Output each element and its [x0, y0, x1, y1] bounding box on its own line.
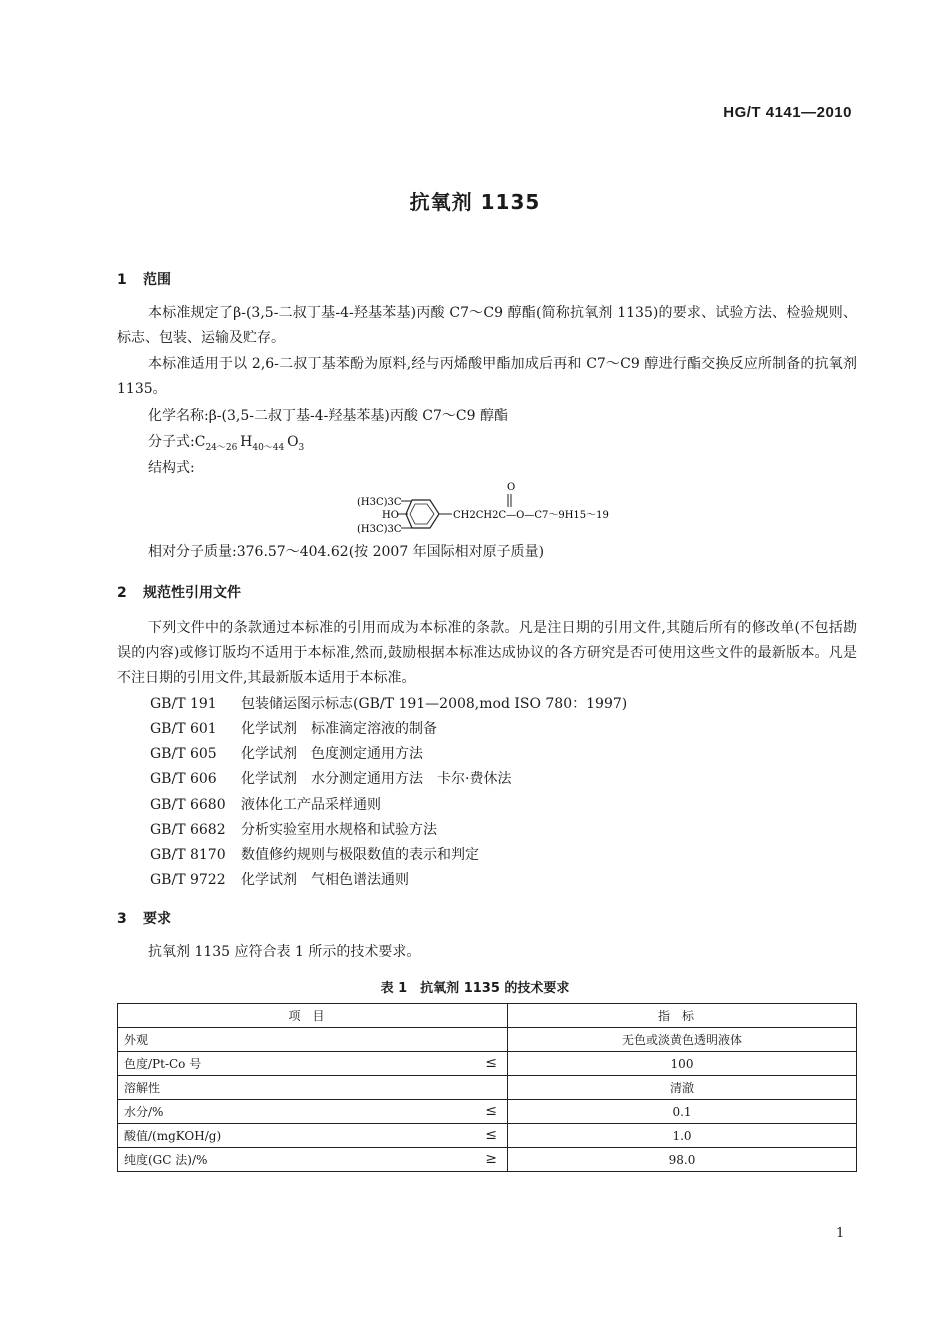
reference-title: 化学试剂 气相色谱法通则	[241, 872, 409, 888]
row-operator: ≤	[485, 1103, 497, 1119]
reference-title: 分析实验室用水规格和试验方法	[241, 822, 437, 838]
table-row	[118, 1100, 857, 1124]
structural-formula	[340, 479, 660, 545]
formula-h-sub: 40～44	[252, 442, 285, 453]
table-row	[118, 1148, 857, 1172]
table-caption: 表 1 抗氧剂 1135 的技术要求	[380, 981, 570, 996]
section-number: 2	[117, 585, 127, 601]
table-row	[118, 1124, 857, 1148]
requirements-table	[117, 1003, 857, 1172]
section-title: 范围	[143, 272, 171, 288]
document-title: 抗氧剂 1135	[409, 190, 541, 214]
row-item-cell	[118, 1028, 508, 1052]
section-title: 规范性引用文件	[143, 585, 241, 601]
struct-chain: CH2CH2C—O—C7～9H15～19	[453, 510, 609, 521]
references-intro: 下列文件中的条款通过本标准的引用而成为本标准的条款。凡是注日期的引用文件,其随后所有的修改单(不包括勘误的内容)或修订版均不适用于本标准,然而,鼓励根据本标准达成协议的各方研究是否可使用这些文件的最新版本。凡是不注日期的引用文件,其最新版本适用于本标准。	[117, 620, 857, 686]
section-title: 要求	[143, 911, 171, 927]
row-value: 100	[508, 1052, 857, 1076]
reference-item	[150, 693, 627, 713]
reference-title: 液体化工产品采样通则	[241, 797, 381, 813]
row-value: 98.0	[508, 1148, 857, 1172]
section-3-heading	[117, 908, 171, 928]
row-operator: ≥	[485, 1151, 497, 1167]
row-item: 溶解性	[124, 1081, 161, 1095]
molecular-mass: 相对分子质量:376.57～404.62(按 2007 年国际相对原子质量)	[148, 544, 545, 560]
reference-item	[150, 844, 479, 864]
struct-top-group: (H3C)3C	[357, 497, 402, 508]
header-item: 项目	[118, 1004, 508, 1028]
page-number: 1	[836, 1226, 845, 1241]
chemical-name: 化学名称:β-(3,5-二叔丁基-4-羟基苯基)丙酸 C7～C9 醇酯	[148, 408, 508, 424]
row-item-cell	[118, 1100, 508, 1124]
reference-title: 化学试剂 色度测定通用方法	[241, 746, 423, 762]
section-1-heading	[117, 269, 171, 289]
scope-paragraph-2: 本标准适用于以 2,6-二叔丁基苯酚为原料,经与丙烯酸甲酯加成后再和 C7～C9 醇进行酯交换反应所制备的抗氧剂 1135。	[117, 356, 857, 397]
molecular-formula	[148, 432, 304, 458]
section-number: 1	[117, 272, 127, 288]
reference-title: 化学试剂 标准滴定溶液的制备	[241, 721, 437, 737]
reference-item	[150, 794, 381, 814]
row-item: 水分/%	[124, 1105, 164, 1119]
requirements-paragraph: 抗氧剂 1135 应符合表 1 所示的技术要求。	[148, 944, 421, 960]
reference-code: GB/T 9722	[150, 872, 226, 888]
reference-item	[150, 718, 437, 738]
formula-c: C	[194, 434, 206, 450]
row-item-cell	[118, 1124, 508, 1148]
reference-code: GB/T 191	[150, 696, 217, 712]
section-number: 3	[117, 911, 127, 927]
reference-code: GB/T 606	[150, 771, 217, 787]
row-value: 无色或淡黄色透明液体	[508, 1028, 857, 1052]
reference-item	[150, 819, 437, 839]
reference-code: GB/T 605	[150, 746, 217, 762]
reference-title: 数值修约规则与极限数值的表示和判定	[241, 847, 479, 863]
row-value: 0.1	[508, 1100, 857, 1124]
benzene-ring-inner	[410, 504, 434, 524]
formula-h: H	[240, 434, 253, 450]
row-item-cell	[118, 1148, 508, 1172]
row-value: 1.0	[508, 1124, 857, 1148]
row-value: 清澈	[508, 1076, 857, 1100]
scope-paragraph-1: 本标准规定了β-(3,5-二叔丁基-4-羟基苯基)丙酸 C7～C9 醇酯(简称抗氧剂 1135)的要求、试验方法、检验规则、标志、包装、运输及贮存。	[117, 305, 857, 346]
row-operator: ≤	[485, 1127, 497, 1143]
row-item: 外观	[124, 1033, 149, 1047]
reference-item	[150, 743, 423, 763]
structure-label: 结构式:	[148, 460, 195, 476]
section-2-heading	[117, 582, 241, 602]
struct-carbonyl-o: O	[507, 482, 516, 493]
row-item: 纯度(GC 法)/%	[124, 1153, 208, 1167]
table-header-row	[118, 1004, 857, 1028]
reference-code: GB/T 6682	[150, 822, 226, 838]
reference-code: GB/T 601	[150, 721, 217, 737]
formula-label: 分子式:	[148, 434, 195, 450]
reference-item	[150, 869, 409, 889]
struct-bottom-group: (H3C)3C	[357, 524, 402, 535]
formula-c-sub: 24～26	[205, 442, 238, 453]
header-value: 指标	[508, 1004, 857, 1028]
standard-code: HG/T 4141—2010	[723, 104, 852, 121]
reference-title: 化学试剂 水分测定通用方法 卡尔·费休法	[241, 771, 512, 787]
row-item-cell	[118, 1052, 508, 1076]
reference-item	[150, 768, 511, 788]
reference-code: GB/T 6680	[150, 797, 226, 813]
table-row	[118, 1076, 857, 1100]
row-operator: ≤	[485, 1055, 497, 1071]
struct-ho: HO	[382, 510, 399, 521]
reference-title: 包装储运图示标志(GB/T 191—2008,mod ISO 780：1997)	[241, 696, 628, 712]
row-item: 酸值/(mgKOH/g)	[124, 1129, 222, 1143]
formula-o: O	[287, 434, 299, 450]
row-item-cell	[118, 1076, 508, 1100]
table-row	[118, 1028, 857, 1052]
reference-code: GB/T 8170	[150, 847, 226, 863]
table-row	[118, 1052, 857, 1076]
formula-o-sub: 3	[298, 442, 305, 453]
row-item: 色度/Pt-Co 号	[124, 1057, 202, 1071]
